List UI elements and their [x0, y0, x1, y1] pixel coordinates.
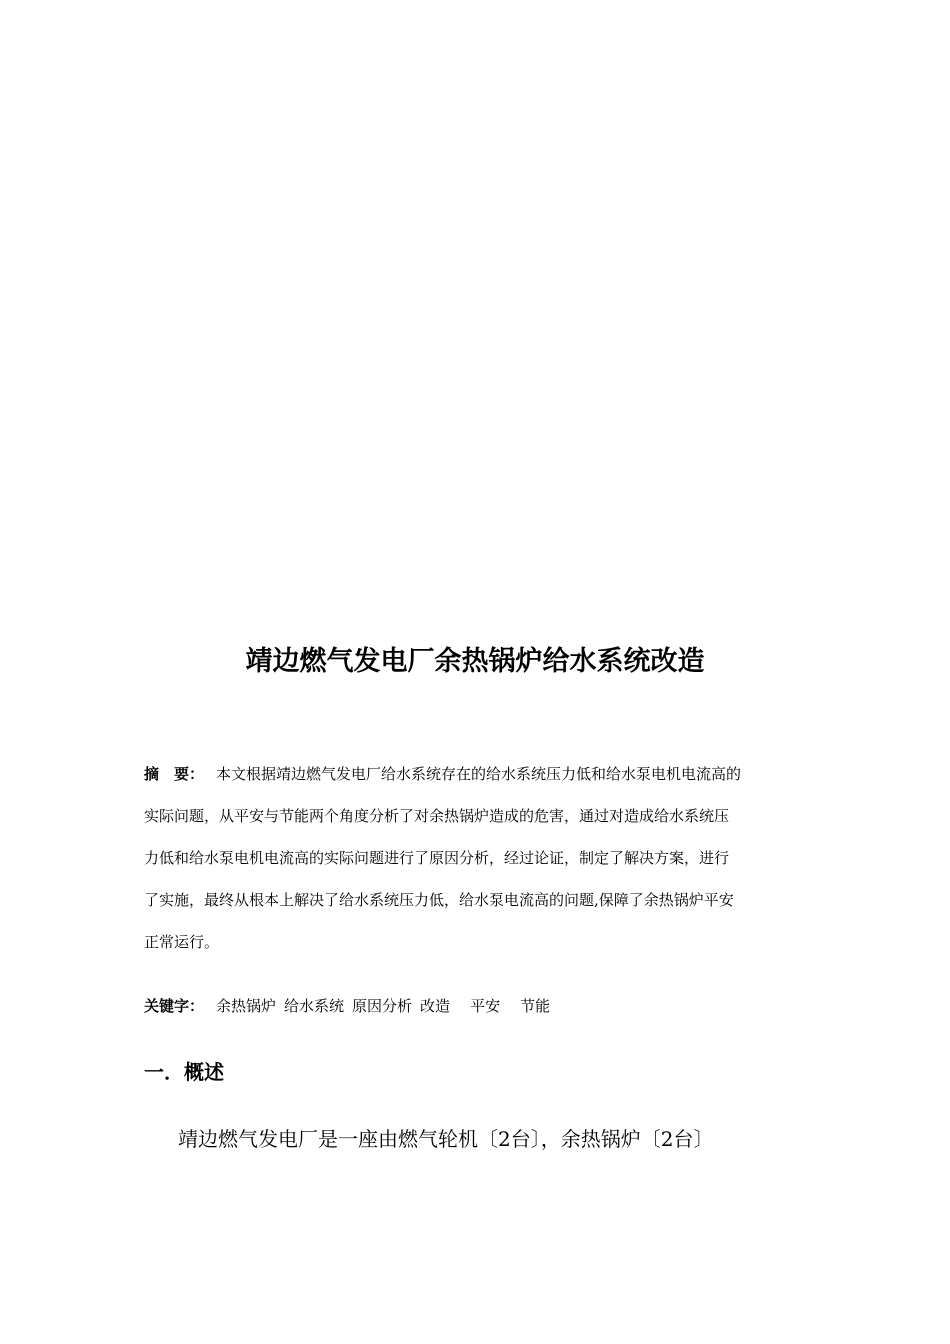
body-paragraph: 靖边燃气发电厂是一座由燃气轮机〔2台〕，余热锅炉〔2台〕: [178, 1127, 714, 1151]
keywords: [144, 992, 558, 1020]
keywords-label: 关键字：: [144, 997, 205, 1015]
abstract-line-2: 实际问题，从平安与节能两个角度分析了对余热锅炉造成的危害，通过对造成给水系统压: [144, 807, 730, 825]
keyword: 平安: [470, 997, 501, 1015]
document-title: 靖边燃气发电厂余热锅炉给水系统改造: [245, 646, 705, 677]
keyword: 节能: [520, 997, 551, 1015]
keyword: 改造: [420, 997, 451, 1015]
abstract: [144, 760, 806, 956]
keyword: 原因分析: [352, 997, 413, 1015]
keyword: 给水系统: [284, 997, 345, 1015]
abstract-line-3: 力低和给水泵电机电流高的实际问题进行了原因分析，经过论证，制定了解决方案，进行: [144, 849, 730, 867]
abstract-line-4: 了实施，最终从根本上解决了给水系统压力低，给水泵电流高的问题,保障了余热锅炉平安: [144, 891, 734, 909]
section-heading: 一．概述: [144, 1060, 224, 1084]
keyword: 余热锅炉: [216, 997, 277, 1015]
abstract-line-5: 正常运行。: [144, 933, 220, 951]
abstract-text: 本文根据靖边燃气发电厂给水系统存在的给水系统压力低和给水泵电机电流高的: [216, 765, 742, 783]
abstract-line-1: [144, 760, 806, 788]
abstract-label: 摘 要：: [144, 765, 205, 783]
